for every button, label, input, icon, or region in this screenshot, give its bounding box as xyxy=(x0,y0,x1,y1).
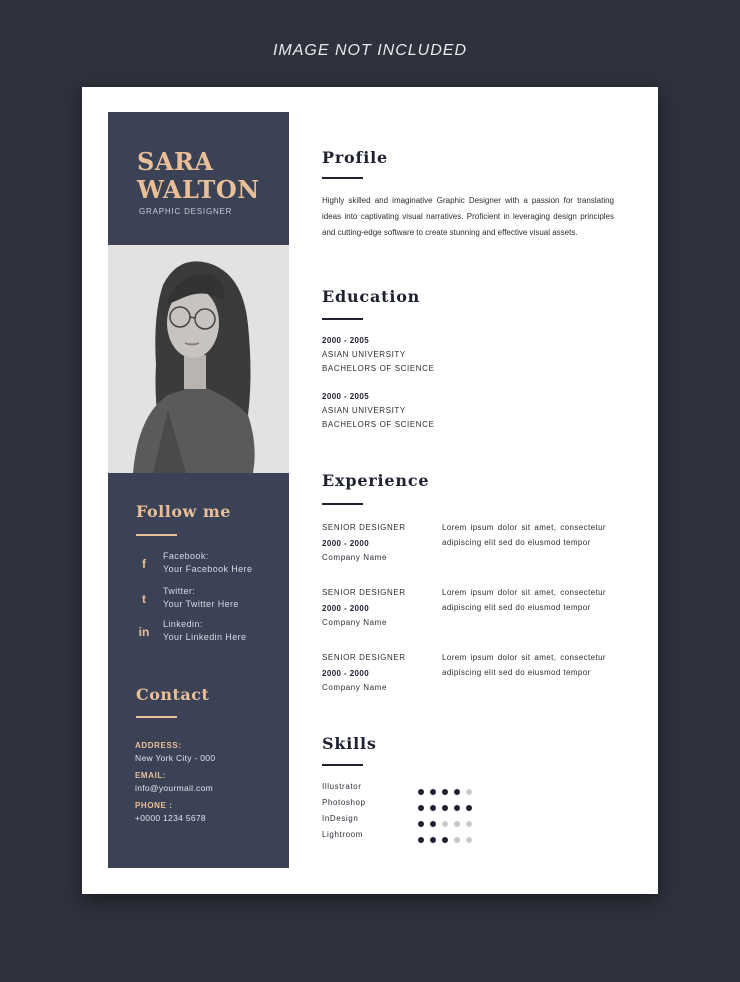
skill-rating xyxy=(418,783,478,791)
twitter-icon[interactable]: t xyxy=(142,592,146,606)
experience-description: Lorem ipsum dolor sit amet, consectetur adipiscing elit sed do eiusmod tempor xyxy=(442,588,606,612)
candidate-name xyxy=(137,148,260,204)
experience-years: 2000 - 2000 xyxy=(322,604,370,613)
facebook-label: Facebook: xyxy=(163,551,209,561)
skill-rating xyxy=(418,815,478,823)
profile-heading: Profile xyxy=(322,148,388,167)
skill-name: Lightroom xyxy=(322,830,363,839)
experience-divider xyxy=(322,503,363,505)
skill-dot-filled xyxy=(454,805,460,811)
sidebar xyxy=(108,112,289,868)
skill-dot-filled xyxy=(418,821,424,827)
skill-name: InDesign xyxy=(322,814,359,823)
profile-photo xyxy=(108,245,289,473)
address-value: New York City - 000 xyxy=(135,753,216,763)
skill-dot-empty xyxy=(466,837,472,843)
profile-divider xyxy=(322,177,363,179)
follow-divider xyxy=(136,534,177,536)
skills-heading: Skills xyxy=(322,734,377,753)
profile-text: Highly skilled and imaginative Graphic Designer with a passion for translating ideas into captivating visual narratives. Proficient in leveraging design principles and cutting-edge software to create stunning and effective visual assets. xyxy=(322,196,614,237)
skill-dot-empty xyxy=(454,821,460,827)
experience-company: Company Name xyxy=(322,683,388,692)
skill-dot-filled xyxy=(430,805,436,811)
education-heading: Education xyxy=(322,287,421,306)
skill-dot-filled xyxy=(418,837,424,843)
skill-name: Photoshop xyxy=(322,798,366,807)
skill-dot-filled xyxy=(430,789,436,795)
phone-value[interactable]: +0000 1234 5678 xyxy=(135,813,206,823)
experience-heading: Experience xyxy=(322,471,430,490)
experience-title: SENIOR DESIGNER xyxy=(322,653,406,662)
skills-divider xyxy=(322,764,363,766)
skill-dot-empty xyxy=(454,837,460,843)
skill-name: Illustrator xyxy=(322,782,362,791)
facebook-value[interactable]: Your Facebook Here xyxy=(163,564,253,574)
skill-dot-empty xyxy=(466,789,472,795)
education-degree: BACHELORS OF SCIENCE xyxy=(322,364,435,373)
education-years: 2000 - 2005 xyxy=(322,336,370,345)
experience-years: 2000 - 2000 xyxy=(322,539,370,548)
education-degree: BACHELORS OF SCIENCE xyxy=(322,420,435,429)
education-school: ASIAN UNIVERSITY xyxy=(322,406,406,415)
experience-description: Lorem ipsum dolor sit amet, consectetur adipiscing elit sed do eiusmod tempor xyxy=(442,523,606,547)
email-label: EMAIL: xyxy=(135,771,167,780)
contact-divider xyxy=(136,716,177,718)
resume-sheet xyxy=(82,87,658,894)
phone-label: PHONE : xyxy=(135,801,173,810)
linkedin-icon[interactable]: in xyxy=(138,625,150,639)
linkedin-label: Linkedin: xyxy=(163,619,203,629)
twitter-value[interactable]: Your Twitter Here xyxy=(163,599,239,609)
experience-description: Lorem ipsum dolor sit amet, consectetur adipiscing elit sed do eiusmod tempor xyxy=(442,653,606,677)
education-years: 2000 - 2005 xyxy=(322,392,370,401)
linkedin-value[interactable]: Your Linkedin Here xyxy=(163,632,247,642)
follow-heading: Follow me xyxy=(136,502,231,521)
facebook-icon[interactable]: f xyxy=(142,557,146,571)
skill-dot-filled xyxy=(430,821,436,827)
contact-heading: Contact xyxy=(136,685,210,704)
image-not-included-banner: IMAGE NOT INCLUDED xyxy=(272,42,467,59)
address-label: ADDRESS: xyxy=(135,741,182,750)
skill-dot-filled xyxy=(442,789,448,795)
portrait-illustration xyxy=(108,245,289,473)
skill-dot-filled xyxy=(454,789,460,795)
skill-dot-filled xyxy=(442,837,448,843)
email-value[interactable]: info@yourmail.com xyxy=(135,783,213,793)
skill-dot-filled xyxy=(418,805,424,811)
skill-dot-filled xyxy=(466,805,472,811)
skill-dot-empty xyxy=(442,821,448,827)
education-divider xyxy=(322,318,363,320)
skill-dot-filled xyxy=(442,805,448,811)
education-school: ASIAN UNIVERSITY xyxy=(322,350,406,359)
experience-title: SENIOR DESIGNER xyxy=(322,588,406,597)
name-first: SARA xyxy=(137,147,214,176)
experience-company: Company Name xyxy=(322,553,388,562)
experience-company: Company Name xyxy=(322,618,388,627)
job-title: GRAPHIC DESIGNER xyxy=(139,207,233,216)
twitter-label: Twitter: xyxy=(163,586,196,596)
experience-years: 2000 - 2000 xyxy=(322,669,370,678)
skill-dot-filled xyxy=(418,789,424,795)
skill-rating xyxy=(418,799,478,807)
skill-dot-empty xyxy=(466,821,472,827)
name-last: WALTON xyxy=(137,175,260,204)
experience-title: SENIOR DESIGNER xyxy=(322,523,406,532)
skill-dot-filled xyxy=(430,837,436,843)
skill-rating xyxy=(418,831,478,839)
